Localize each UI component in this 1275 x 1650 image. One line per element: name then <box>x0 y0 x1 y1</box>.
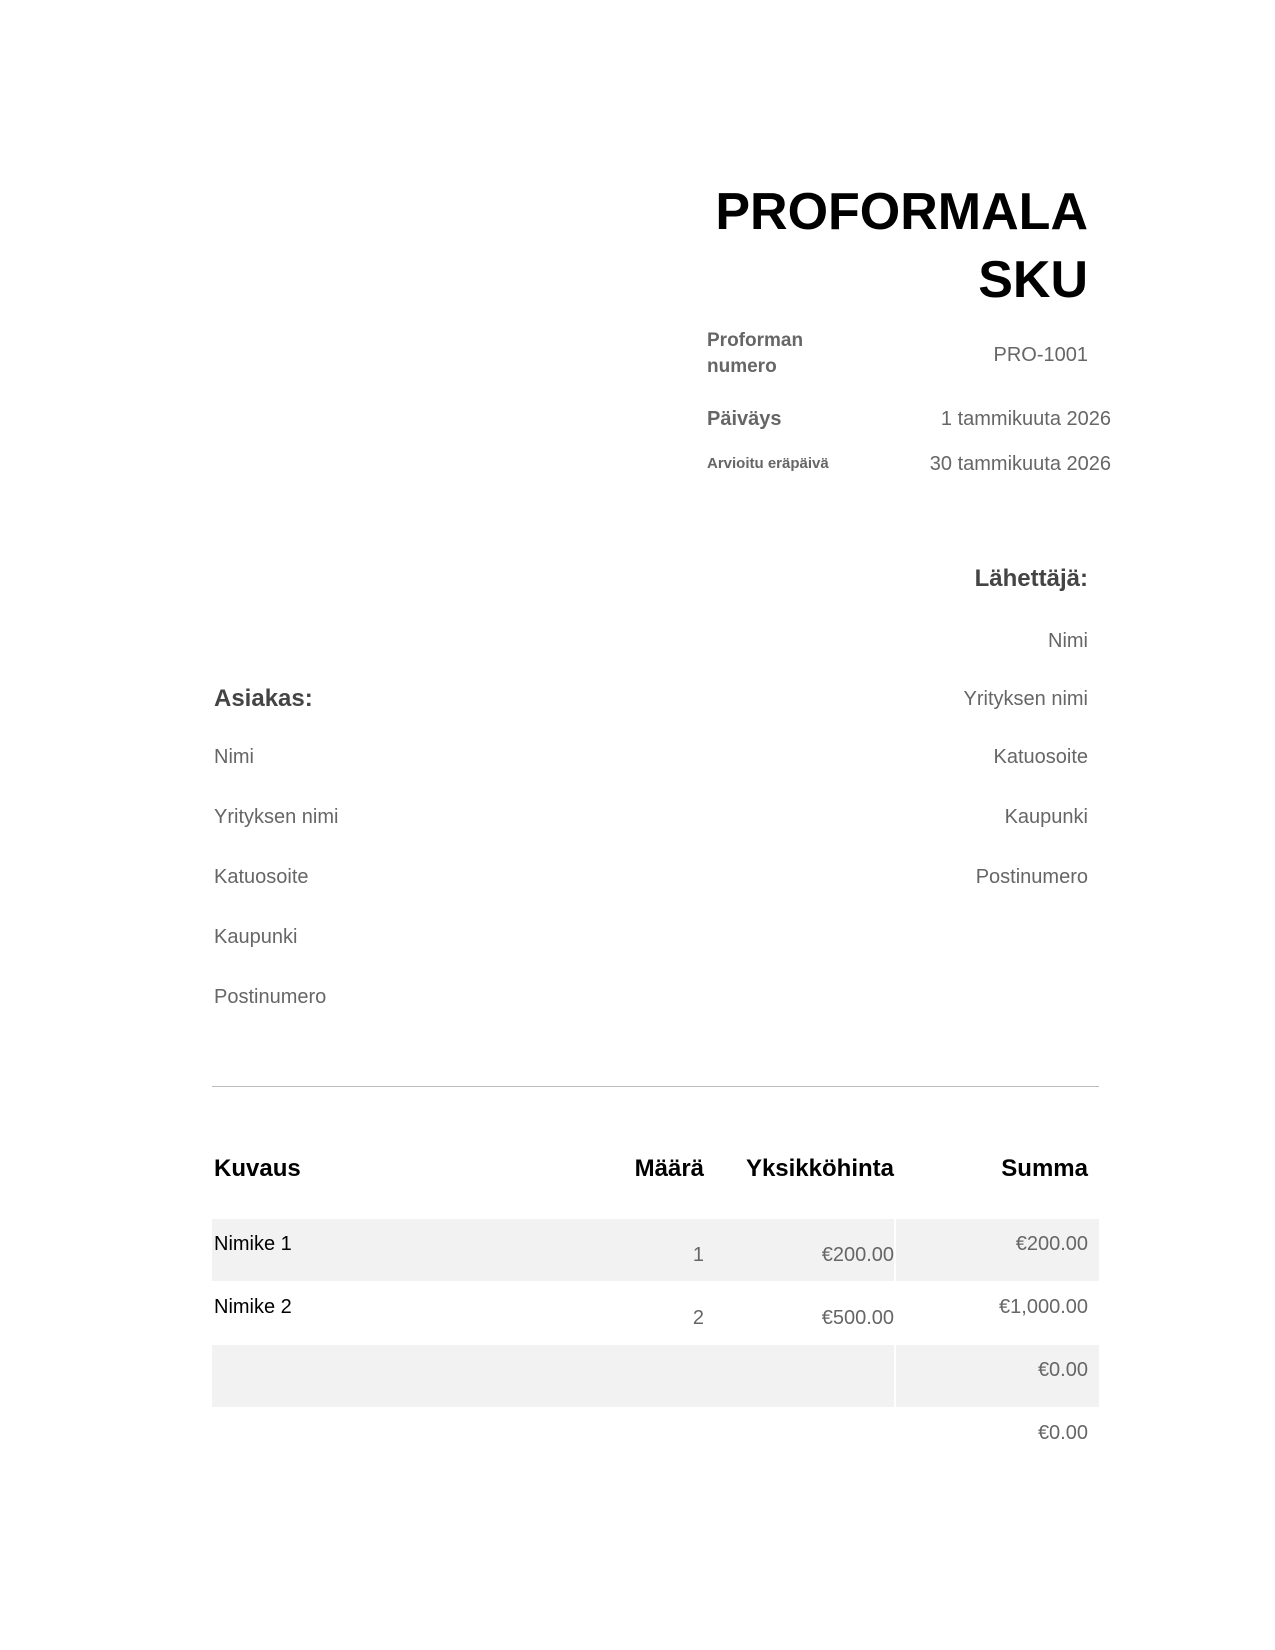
client-postal-code: Postinumero <box>214 986 327 1008</box>
client-street: Katuosoite <box>214 866 309 888</box>
client-heading: Asiakas: <box>214 685 313 712</box>
sender-postal-code: Postinumero <box>975 866 1088 888</box>
client-company: Yrityksen nimi <box>214 806 339 828</box>
section-divider <box>212 1086 1099 1087</box>
sender-name: Nimi <box>1048 630 1088 652</box>
column-header-total: Summa <box>1001 1155 1088 1182</box>
cell-separator <box>894 1219 896 1281</box>
column-header-description: Kuvaus <box>214 1155 301 1182</box>
cell-separator <box>894 1345 896 1407</box>
due-date-value: 30 tammikuuta 2026 <box>929 453 1111 475</box>
table-cell-quantity: 1 <box>692 1244 704 1266</box>
column-header-unit-price: Yksikköhinta <box>745 1155 894 1182</box>
table-cell-total: €200.00 <box>1015 1233 1088 1255</box>
table-row-background <box>212 1219 1099 1281</box>
document-title-line: PROFORMALA <box>715 183 1088 241</box>
table-cell-total: €0.00 <box>1037 1422 1088 1444</box>
table-cell-unit-price: €500.00 <box>821 1307 894 1329</box>
proforma-number-value: PRO-1001 <box>993 344 1088 366</box>
date-label: Päiväys <box>707 408 782 430</box>
document-title <box>668 178 1088 314</box>
table-cell-total: €1,000.00 <box>999 1296 1088 1318</box>
sender-company: Yrityksen nimi <box>963 688 1088 710</box>
table-cell-unit-price: €200.00 <box>821 1244 894 1266</box>
table-row-background <box>212 1345 1099 1407</box>
due-date-label: Arvioitu eräpäivä <box>707 455 829 472</box>
sender-city: Kaupunki <box>1004 806 1088 828</box>
sender-heading: Lähettäjä: <box>974 565 1088 592</box>
table-cell-description: Nimike 1 <box>214 1233 292 1255</box>
sender-street: Katuosoite <box>993 746 1088 768</box>
table-row-background <box>212 1282 1099 1344</box>
client-city: Kaupunki <box>214 926 298 948</box>
table-cell-total: €0.00 <box>1037 1359 1088 1381</box>
proforma-number-label: Proforman numero <box>707 330 804 377</box>
column-header-quantity: Määrä <box>634 1155 704 1182</box>
date-value: 1 tammikuuta 2026 <box>940 408 1111 430</box>
table-cell-description: Nimike 2 <box>214 1296 292 1318</box>
client-name: Nimi <box>214 746 254 768</box>
table-cell-quantity: 2 <box>692 1307 704 1329</box>
document-title-line: SKU <box>978 251 1088 309</box>
